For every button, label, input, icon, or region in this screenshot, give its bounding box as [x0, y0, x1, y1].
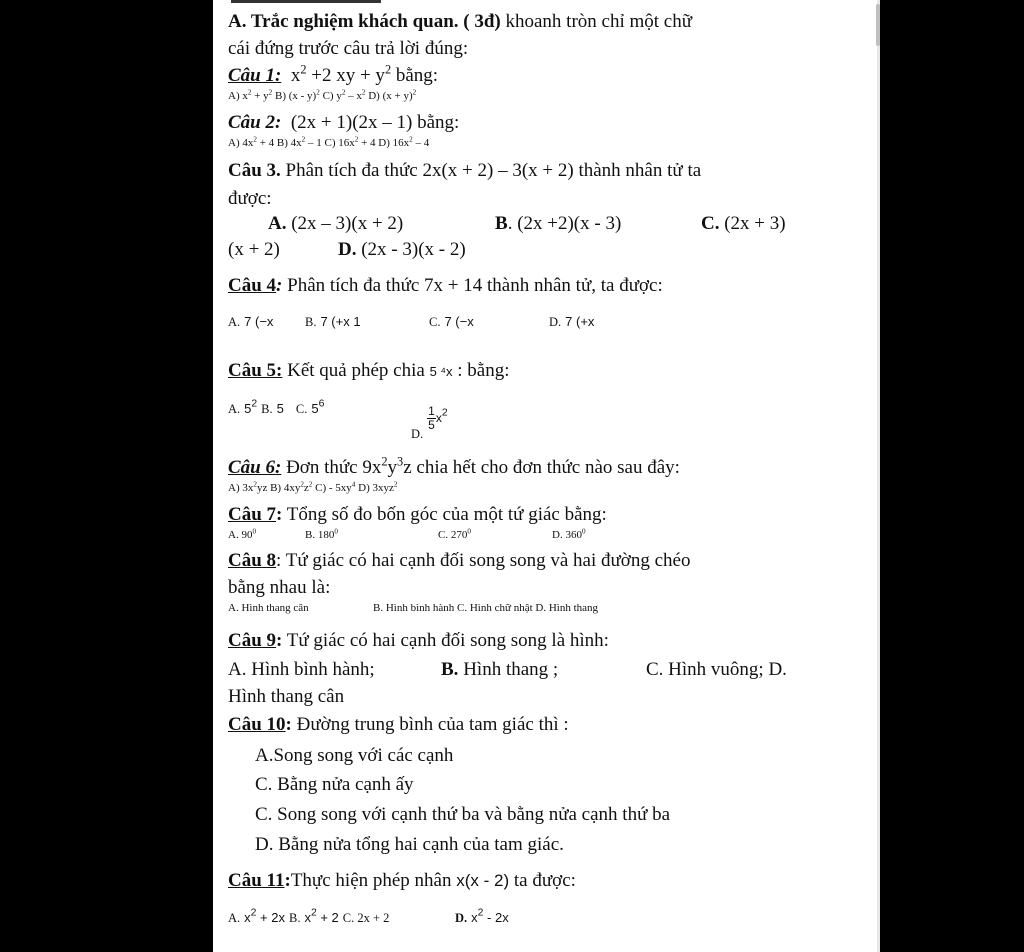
question-1: Câu 1: $x^2 +2$ xy + $y^2$ bằng: — [228, 62, 439, 86]
question-11-options: A. $x^2 + 2x$ B. $x^2 + 2$ C. 2x + 2 — [228, 907, 390, 925]
question-10-option-d: D. Bằng nửa tổng hai cạnh của tam giác. — [255, 834, 564, 855]
question-3-option-d: D. (2x - 3)(x - 2) — [338, 239, 466, 260]
question-7: Câu 7: Tổng số đo bốn góc của một tứ giác bằng: — [228, 504, 607, 525]
question-2: Câu 2: (2x + 1)(2x – 1) bằng: — [228, 112, 460, 133]
fraction-one-fifth: $\frac{1}{5}$ — [428, 404, 435, 432]
question-4-option-b: B. 7 (+x 1 — [305, 314, 361, 329]
question-8: Câu 8: Tứ giác có hai cạnh đối song song và hai đường chéo — [228, 550, 691, 571]
question-6-options: A) $3x^2yz$ B) $4xy^2z^2$ $C) - 5xy^4$ D) 3xyz$^2$ — [228, 480, 398, 494]
document-page — [213, 0, 877, 952]
question-4-option-a: A. 7 (−x — [228, 314, 274, 329]
question-3-option-b: B. (2x +2)(x - 3) — [495, 213, 622, 234]
question-9: Câu 9: Tứ giác có hai cạnh đối song song là hình: — [228, 630, 609, 651]
question-3-option-a: A. (2x – 3)(x + 2) — [268, 213, 404, 234]
question-7-option-c: C. $270^0$ — [438, 527, 471, 541]
question-1-options: A) $x^2 + y^2$ B) (x - y)$^2$ C) $y^2 - x^2$ D) $(x + y)^2$ — [228, 88, 417, 102]
question-5-option-d: $_{D.}$ $\frac{1}{5}$ $x^2$ — [411, 404, 448, 441]
scrollbar-thumb[interactable] — [876, 4, 880, 46]
question-10-option-b: C. Bằng nửa cạnh ấy — [255, 774, 414, 795]
question-7-option-a: A. $90^0$ — [228, 527, 257, 541]
cropped-heading-fragment — [231, 0, 381, 3]
question-4-option-c: C. 7 (−x — [429, 314, 474, 329]
question-7-option-b: B. $180^0$ — [305, 527, 338, 541]
question-8-option-a: A. Hình thang cân — [228, 602, 309, 614]
question-10: Câu 10: Đường trung bình của tam giác thì : — [228, 714, 569, 735]
question-3: Câu 3. Phân tích đa thức 2x(x + 2) – 3(x + 2) thành nhân tử ta — [228, 160, 702, 181]
question-2-options: A) $4x^2 + 4$ B) $4x^2 - 1$ C) $16x^2 + 4$ D) $16x^2 - 4$ — [228, 135, 430, 149]
question-9-option-d: Hình thang cân — [228, 686, 345, 707]
question-5-options: A. $5^2$ B. 5 C. $5^6$ — [228, 398, 325, 416]
question-11-option-d: D. $x^2 - 2x$ — [455, 907, 509, 925]
question-3-option-c: C. (2x + 3) — [701, 213, 786, 234]
question-5: Câu 5: Kết quả phép chia 5 ⁴x : bằng: — [228, 360, 510, 381]
question-3-option-c-cont: (x + 2) — [228, 239, 280, 260]
section-title: A. Trắc nghiệm khách quan. ( 3đ) khoanh tròn chỉ một chữ — [228, 11, 693, 32]
section-title-line2: cái đứng trước câu trả lời đúng: — [228, 38, 469, 59]
question-9-option-c: C. Hình vuông; D. — [646, 659, 787, 680]
question-4: Câu 4: Phân tích đa thức 7x + 14 thành nhân tử, ta được: — [228, 275, 663, 296]
question-9-option-b: B. Hình thang ; — [441, 659, 559, 680]
question-8-options-bcd: B. Hình bình hành C. Hình chữ nhật D. Hình thang — [373, 602, 599, 614]
scroll-track — [877, 0, 880, 952]
question-11: Câu 11:Thực hiện phép nhân x(x - 2) ta được: — [228, 870, 576, 891]
question-8-line2: bằng nhau là: — [228, 577, 331, 598]
question-4-option-d: D. 7 (+x — [549, 314, 595, 329]
question-9-option-a: A. Hình bình hành; — [228, 659, 375, 680]
question-7-option-d: D. $360^0$ — [552, 527, 586, 541]
question-10-option-c: C. Song song với cạnh thứ ba và bằng nửa cạnh thứ ba — [255, 804, 671, 825]
question-6: Câu 6: Đơn thức $9x^2y^3z$ chia hết cho đơn thức nào sau đây: — [228, 454, 680, 478]
question-10-option-a: A.Song song với các cạnh — [255, 745, 454, 766]
question-3-line2: được: — [228, 188, 272, 209]
